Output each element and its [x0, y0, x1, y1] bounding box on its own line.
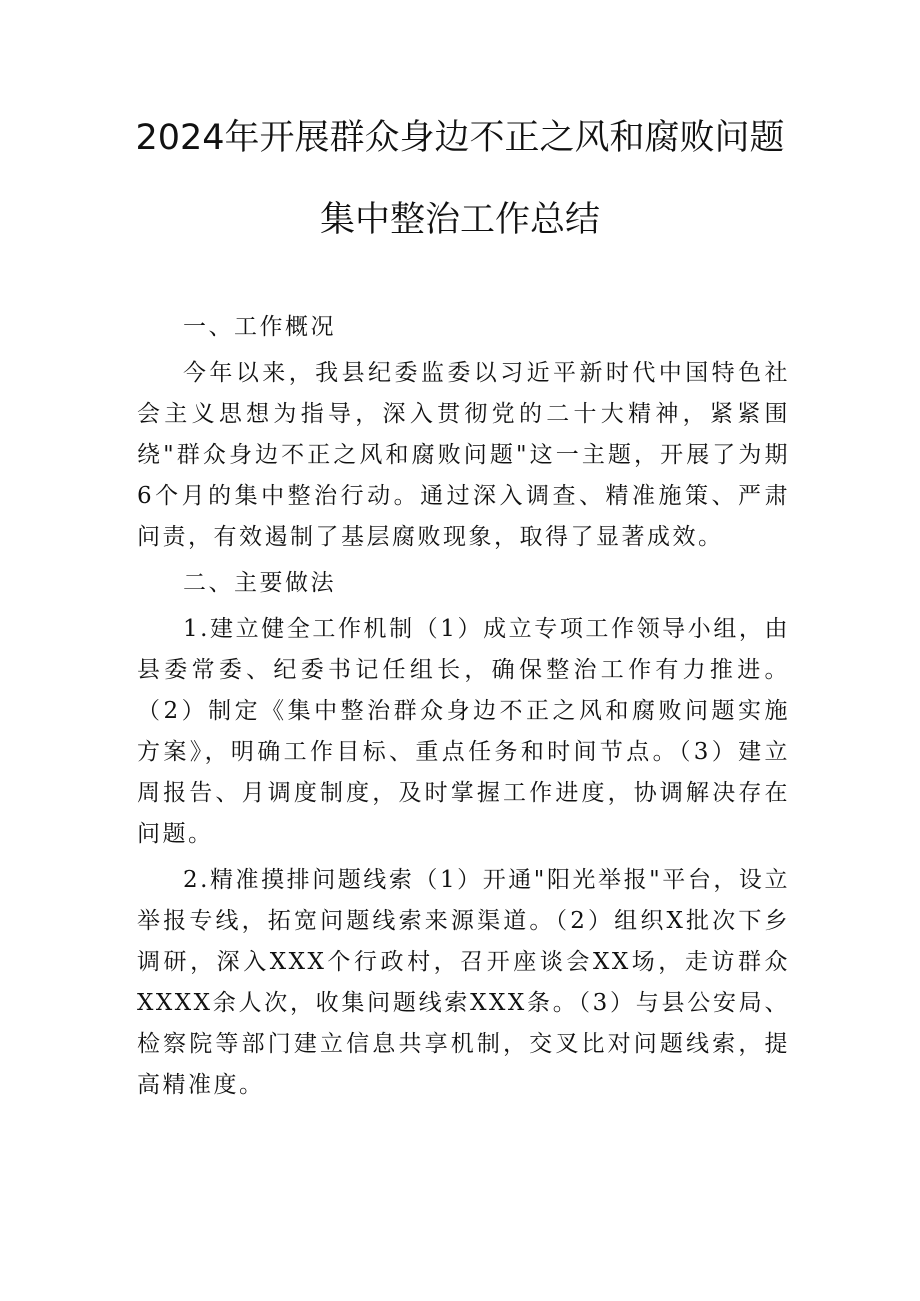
section-1-heading: 一、工作概况 [183, 314, 336, 340]
section-2-item-1: 1.建立健全工作机制（1）成立专项工作领导小组，由县委常委、纪委书记任组长，确保整治工作有力推进。（2）制定《集中整治群众身边不正之风和腐败问题实施方案》，明确工作目标、重点任务和时间节点。（3）建立周报告、月调度制度，及时掌握工作进度，协调解决存在问题。 [137, 616, 790, 847]
title-line-2: 集中整治工作总结 [319, 200, 600, 240]
document-title [60, 120, 860, 238]
section-2-item-2: 2.精准摸排问题线索（1）开通"阳光举报"平台，设立举报专线，拓宽问题线索来源渠道。（2）组织X批次下乡调研，深入XXX个行政村，召开座谈会XX场，走访群众XXXX余人次，收集问题线索XXX条。（3）与县公安局、检察院等部门建立信息共享机制，交叉比对问题线索，提高精准度。 [137, 867, 790, 1098]
section-2-heading: 二、主要做法 [183, 570, 336, 596]
section-1-paragraph: 今年以来，我县纪委监委以习近平新时代中国特色社会主义思想为指导，深入贯彻党的二十大精神，紧紧围绕"群众身边不正之风和腐败问题"这一主题，开展了为期6个月的集中整治行动。通过深入调查、精准施策、严肃问责，有效遏制了基层腐败现象，取得了显著成效。 [137, 360, 790, 550]
title-line-1: 2024年开展群众身边不正之风和腐败问题 [135, 118, 785, 158]
document-body [137, 307, 790, 1111]
